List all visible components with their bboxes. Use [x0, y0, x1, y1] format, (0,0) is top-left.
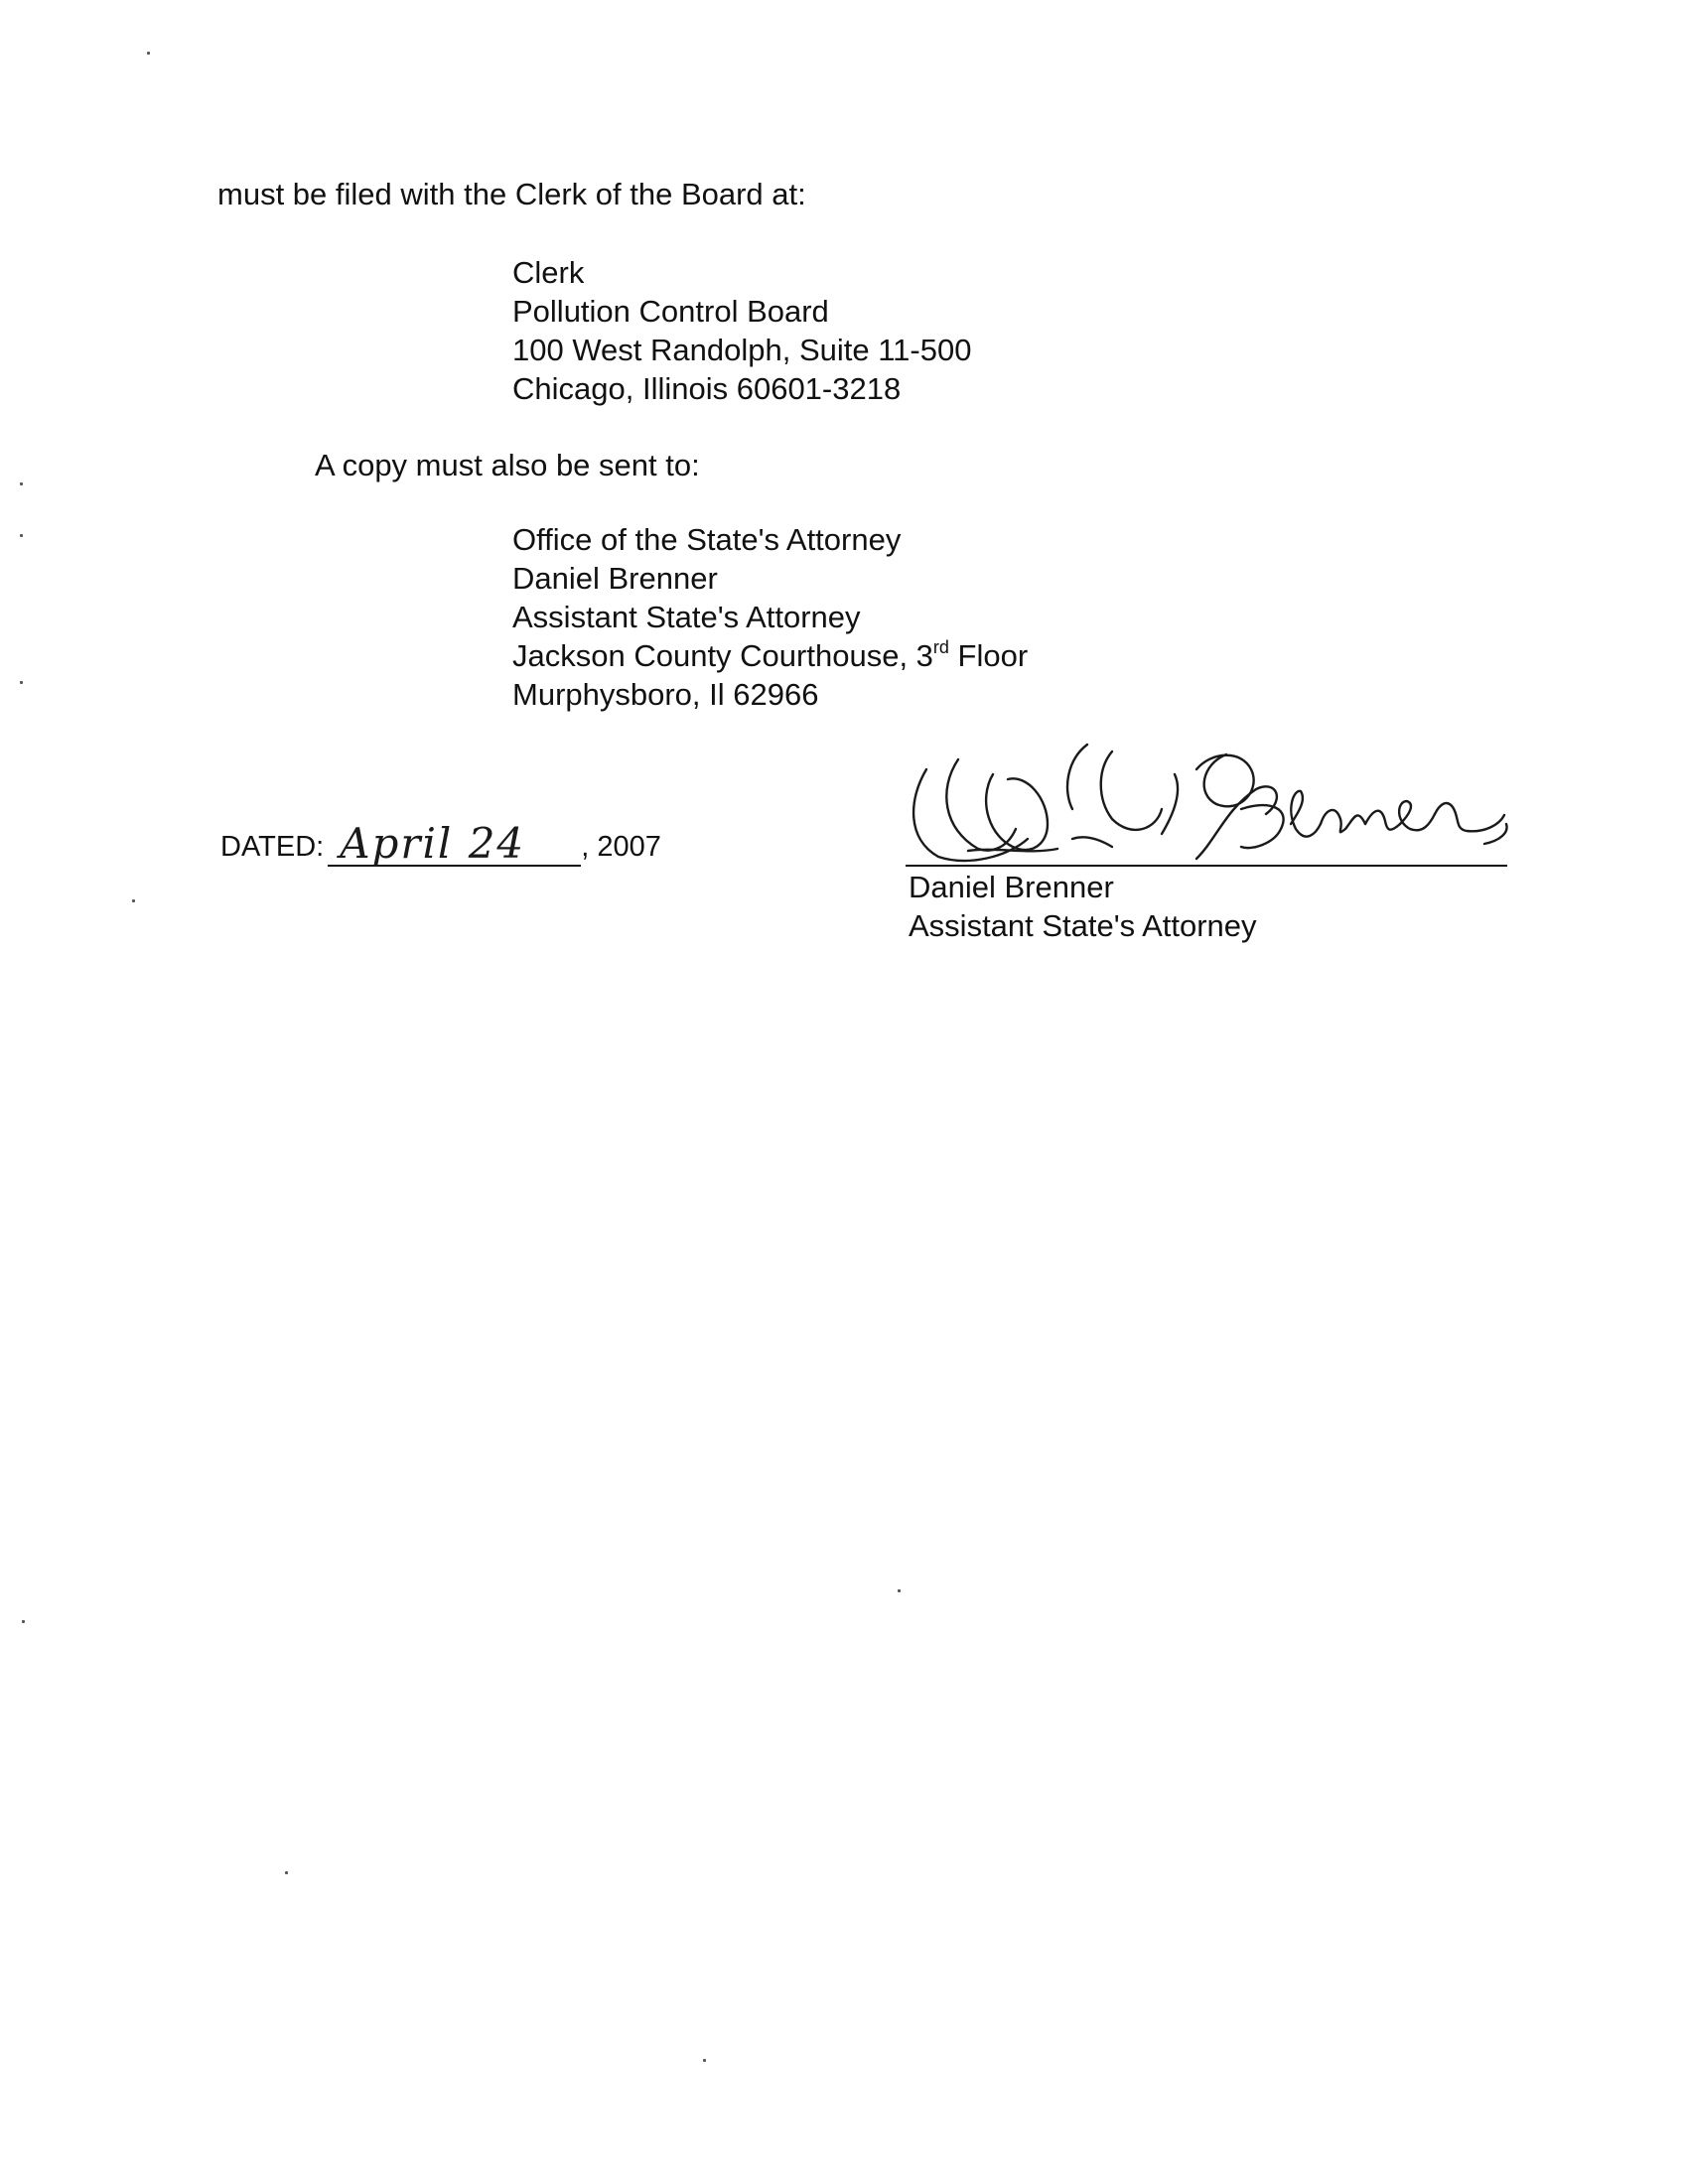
scan-speck	[285, 1871, 288, 1874]
scan-speck	[20, 681, 23, 684]
date-blank	[328, 819, 581, 868]
signature-line	[906, 865, 1507, 867]
scan-speck	[132, 899, 135, 902]
clerk-address-line: Clerk	[512, 255, 585, 290]
ordinal-suffix: rd	[932, 636, 949, 657]
handwritten-signature	[899, 730, 1514, 869]
courthouse-text: Jackson County Courthouse, 3	[512, 638, 933, 673]
dated-line	[220, 819, 661, 868]
scan-speck	[20, 482, 23, 485]
clerk-address-block	[512, 253, 971, 408]
signer-name: Daniel Brenner	[909, 870, 1114, 904]
dated-year: , 2007	[581, 831, 661, 863]
attorney-address-line: Murphysboro, Il 62966	[512, 677, 819, 712]
attorney-address-line	[512, 636, 1028, 675]
attorney-address-line: Assistant State's Attorney	[512, 600, 861, 634]
handwritten-date: April 24	[340, 819, 526, 868]
signer-block	[909, 868, 1257, 945]
scan-speck	[703, 2059, 706, 2062]
signer-title: Assistant State's Attorney	[909, 908, 1257, 943]
scan-speck	[898, 1589, 901, 1592]
signature-drawing	[899, 730, 1514, 869]
scan-speck	[147, 52, 150, 55]
clerk-address-line: Chicago, Illinois 60601-3218	[512, 371, 902, 406]
clerk-address-line: Pollution Control Board	[512, 294, 829, 329]
clerk-address-line: 100 West Randolph, Suite 11-500	[512, 333, 972, 367]
attorney-address-line: Daniel Brenner	[512, 561, 718, 596]
attorney-address-block	[512, 520, 1028, 714]
scan-speck	[22, 1620, 25, 1623]
intro-text: must be filed with the Clerk of the Board at:	[217, 177, 806, 211]
scan-speck	[20, 534, 23, 537]
attorney-address-line: Office of the State's Attorney	[512, 522, 902, 557]
copy-text: A copy must also be sent to:	[315, 448, 700, 482]
dated-label: DATED:	[220, 831, 325, 863]
floor-text: Floor	[948, 638, 1029, 673]
